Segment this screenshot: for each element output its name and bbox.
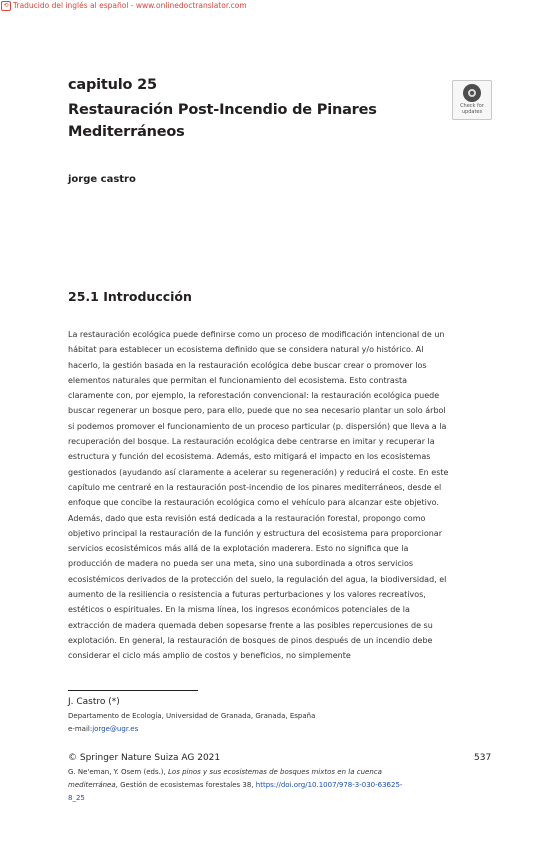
footnote-email xyxy=(68,725,138,733)
body-line: capítulo me centraré en la restauración post-incendio de los pinares mediterráneos, desde el xyxy=(68,482,442,492)
footnote-divider xyxy=(68,690,198,691)
page-number: 537 xyxy=(474,753,492,763)
body-line: considerar el ciclo más amplio de costos y beneficios, no simplemente xyxy=(68,651,351,661)
check-updates-label: Check for updates xyxy=(460,103,484,115)
body-line: explotación. En general, la restauración de bosques de pinos después de un incendio debe xyxy=(68,635,433,645)
email-link[interactable]: jorge@ugr.es xyxy=(92,725,139,733)
translation-banner-text[interactable]: Traducido del inglés al español - www.onlinedoctranslator.com xyxy=(13,1,247,10)
body-line: estéticos o espirituales. En la misma línea, los ingresos económicos potenciales de la xyxy=(68,605,410,615)
section-heading: 25.1 Introducción xyxy=(68,289,192,304)
body-text xyxy=(68,327,493,664)
body-line: claramente con, por ejemplo, la reforestación convencional: la restauración ecológica puede xyxy=(68,391,440,401)
citation-editors: G. Ne'eman, Y. Osem (eds.), xyxy=(68,768,166,776)
body-line: estructura y función del ecosistema. Además, esto mitigará el impacto en los ecosistemas xyxy=(68,452,431,462)
body-line: Además, dado que esta revisión está dedicada a la restauración forestal, propongo como xyxy=(68,513,426,523)
body-line: elementos naturales que permitan el funcionamiento del ecosistema. Esto contrasta xyxy=(68,375,408,385)
citation xyxy=(68,766,408,805)
body-line: La restauración ecológica puede definirse como un proceso de modificación intencional de un xyxy=(68,330,445,339)
body-line: gestionados (ayudando así claramente a acelerar su regeneración) y reducirá el coste. En este xyxy=(68,467,449,477)
doi-link[interactable]: https://doi.org/10.1007/978-3-030-63625-8_25 xyxy=(68,781,403,802)
body-line: objetivo principal la restauración de la función y estructura del ecosistema para proporcionar xyxy=(68,528,442,538)
email-prefix: e-mail: xyxy=(68,725,93,733)
body-line: aumento de la resiliencia o resistencia a futuras perturbaciones y los valores recreativos, xyxy=(68,590,426,600)
body-line: producción de madera no pueda ser una meta, sino una subordinada a otros servicios xyxy=(68,559,414,569)
citation-book-title: Los pinos y sus ecosistemas de bosques mixtos en la cuenca mediterránea, xyxy=(68,768,382,789)
body-line: ecosistémicos derivados de la protección del suelo, la regulación del agua, la biodiversidad, el xyxy=(68,574,447,584)
body-line: si podemos promover el funcionamiento de un proceso particular (p. dispersión) que lleva a la xyxy=(68,421,447,431)
check-for-updates-button[interactable] xyxy=(452,80,492,120)
footnote-author-name: J. Castro (*) xyxy=(68,697,120,707)
body-line: hacerlo, la gestión basada en la restauración ecológica debe buscar crear o promover los xyxy=(68,360,427,370)
author-name: jorge castro xyxy=(68,174,136,185)
chapter-title: Restauración Post-Incendio de Pinares Mediterráneos xyxy=(68,102,377,140)
body-line: recuperación del bosque. La restauración ecológica debe centrarse en imitar y recuperar la xyxy=(68,437,435,447)
body-line: enfoque que concibe la restauración ecológica como el vehículo para alcanzar este objetivo. xyxy=(68,498,439,508)
body-line: buscar regenerar un bosque pero, para ello, puede que no sea necesario plantar un solo árbol xyxy=(68,406,446,416)
check-updates-icon xyxy=(463,84,481,102)
body-line: extracción de madera quemada deben sopesarse frente a las posibles repercusiones de su xyxy=(68,620,433,630)
translator-logo-icon: ⟲ xyxy=(1,1,11,11)
footnote-department: Departamento de Ecología, Universidad de Granada, Granada, España xyxy=(68,712,316,720)
translation-banner[interactable] xyxy=(0,0,247,11)
body-line: servicios ecosistémicos más allá de la explotación maderera. Esto no significa que la xyxy=(68,544,409,554)
body-line: hábitat para establecer un ecosistema definido que se considera natural y/o histórico. Al xyxy=(68,345,424,355)
citation-series: Gestión de ecosistemas forestales 38, xyxy=(120,781,254,789)
copyright-notice: © Springer Nature Suiza AG 2021 xyxy=(68,753,221,763)
chapter-label: capitulo 25 xyxy=(68,77,157,93)
